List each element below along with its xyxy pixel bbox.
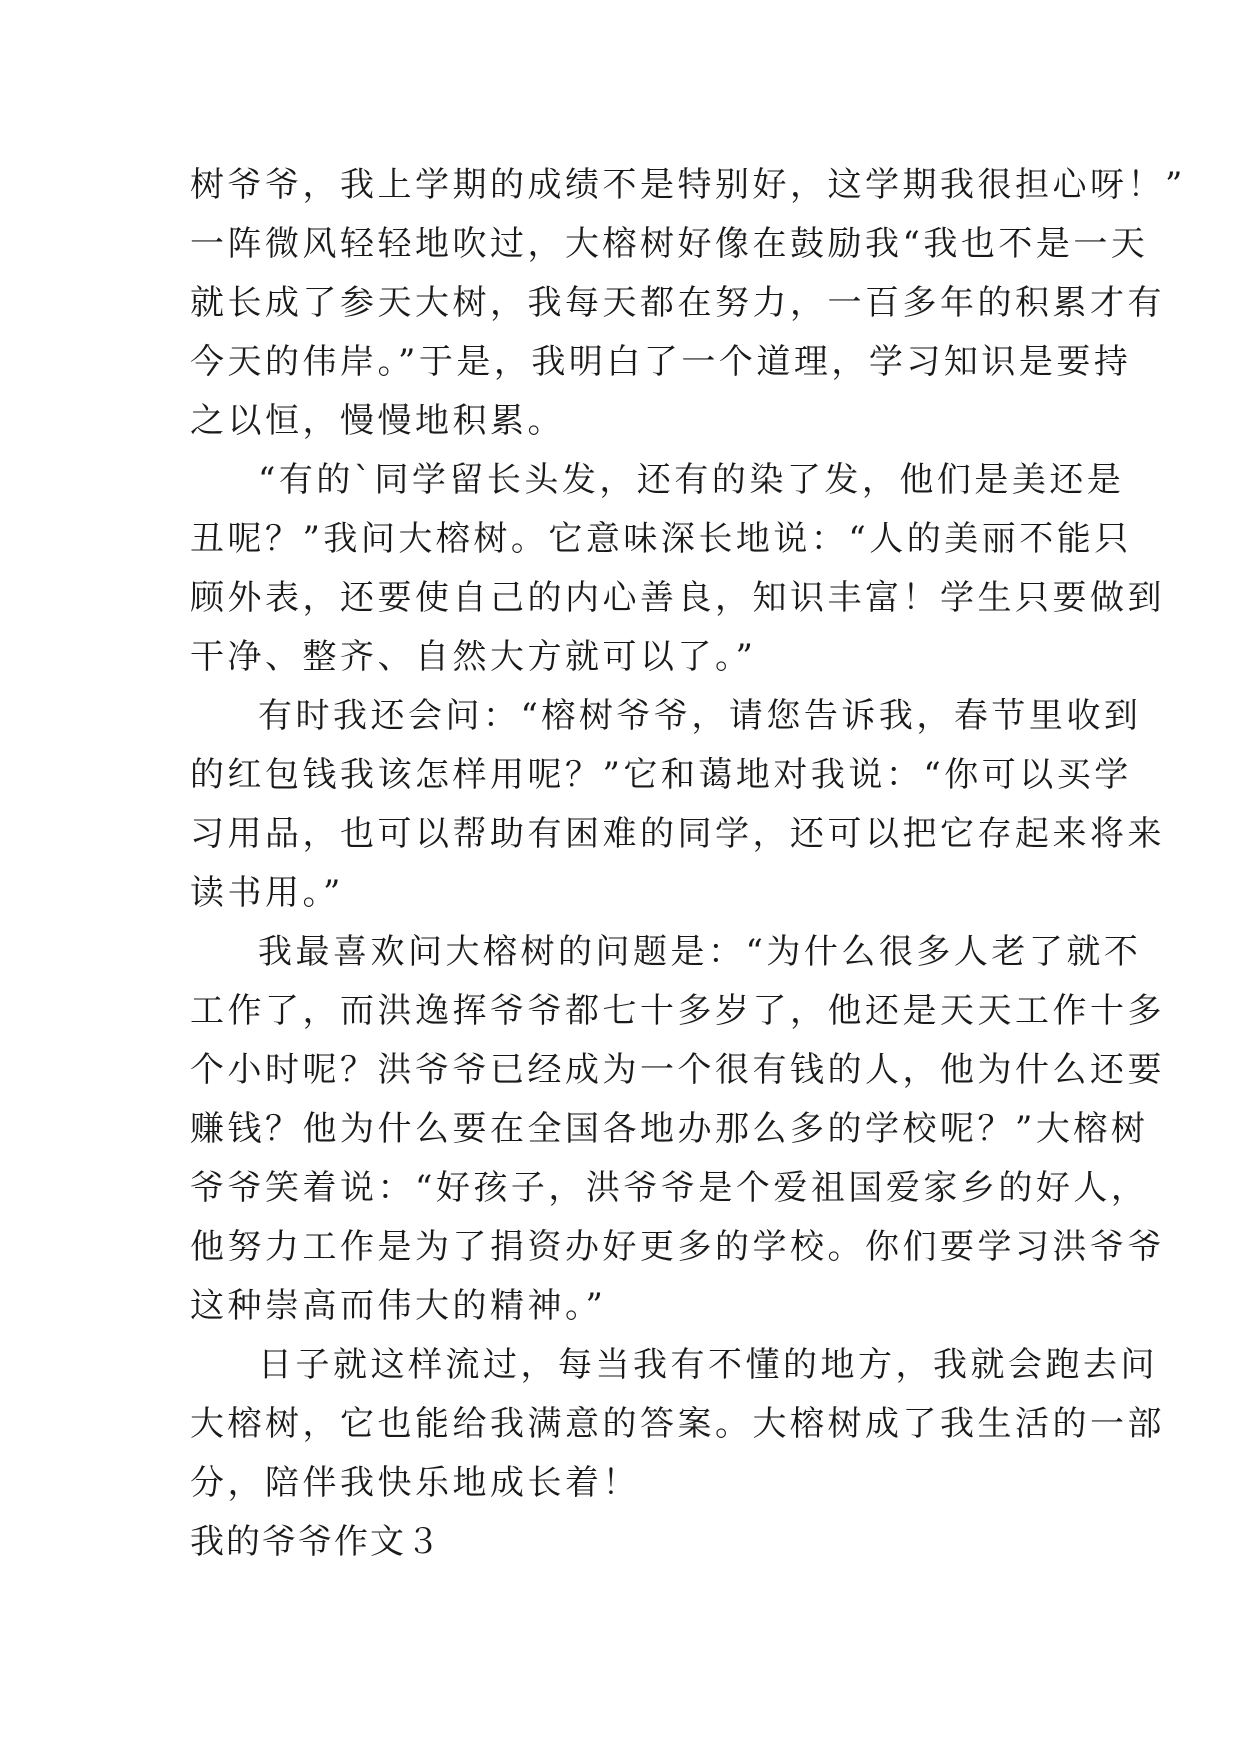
essay-body bbox=[190, 156, 1186, 1572]
essay-line-2: 一阵微风轻轻地吹过，大榕树好像在鼓励我“我也不是一天 bbox=[190, 224, 1149, 264]
essay-line-8: 顾外表，还要使自己的内心善良，知识丰富！学生只要做到 bbox=[190, 578, 1165, 618]
essay-line-5: 之以恒，慢慢地积累。 bbox=[190, 401, 565, 441]
essay-line-7: 丑呢？”我问大榕树。它意味深长地说：“人的美丽不能只 bbox=[190, 519, 1132, 559]
essay-line-3: 就长成了参天大树，我每天都在努力，一百多年的积累才有 bbox=[190, 283, 1165, 323]
essay-line-14: 我最喜欢问大榕树的问题是：“为什么很多人老了就不 bbox=[258, 932, 1142, 972]
essay-line-16: 个小时呢？洪爷爷已经成为一个很有钱的人，他为什么还要 bbox=[190, 1050, 1165, 1090]
essay-line-19: 他努力工作是为了捐资办好更多的学校。你们要学习洪爷爷 bbox=[190, 1227, 1165, 1267]
essay-line-21: 日子就这样流过，每当我有不懂的地方，我就会跑去问 bbox=[258, 1345, 1158, 1385]
essay-line-22: 大榕树，它也能给我满意的答案。大榕树成了我生活的一部 bbox=[190, 1404, 1165, 1444]
essay-line-12: 习用品，也可以帮助有困难的同学，还可以把它存起来将来 bbox=[190, 814, 1165, 854]
essay-line-18: 爷爷笑着说：“好孩子，洪爷爷是个爱祖国爱家乡的好人， bbox=[190, 1168, 1149, 1208]
essay-line-17: 赚钱？他为什么要在全国各地办那么多的学校呢？”大榕树 bbox=[190, 1109, 1149, 1149]
essay-line-1: 树爷爷，我上学期的成绩不是特别好，这学期我很担心呀！” bbox=[190, 165, 1186, 205]
essay-line-9: 干净、整齐、自然大方就可以了。” bbox=[190, 637, 757, 677]
next-essay-heading: 我的爷爷作文３ bbox=[190, 1522, 442, 1562]
essay-line-23: 分，陪伴我快乐地成长着！ bbox=[190, 1463, 640, 1503]
essay-line-15: 工作了，而洪逸挥爷爷都七十多岁了，他还是天天工作十多 bbox=[190, 991, 1165, 1031]
essay-line-20: 这种崇高而伟大的精神。” bbox=[190, 1286, 607, 1326]
essay-line-6: “有的`同学留长头发，还有的染了发，他们是美还是 bbox=[258, 460, 1125, 500]
essay-line-13: 读书用。” bbox=[190, 873, 344, 913]
essay-line-11: 的红包钱我该怎样用呢？”它和蔼地对我说：“你可以买学 bbox=[190, 755, 1132, 795]
essay-line-4: 今天的伟岸。”于是，我明白了一个道理，学习知识是要持 bbox=[190, 342, 1132, 382]
essay-line-10: 有时我还会问：“榕树爷爷，请您告诉我，春节里收到 bbox=[258, 696, 1142, 736]
